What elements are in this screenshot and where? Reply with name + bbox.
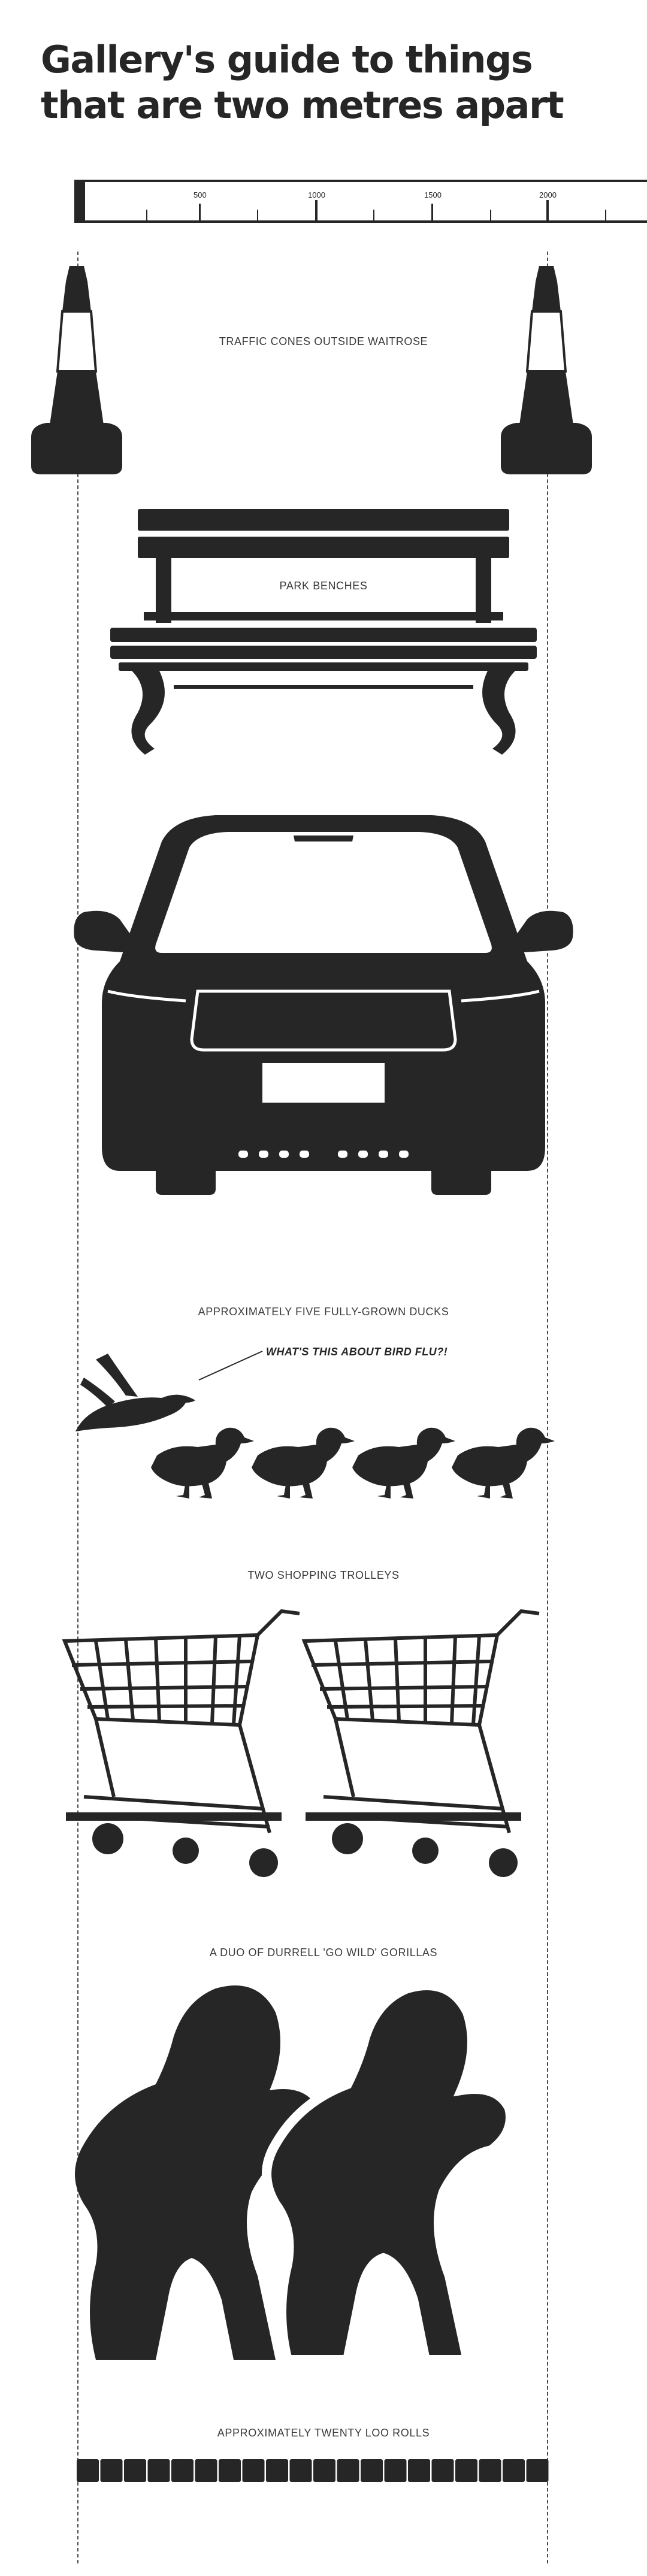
ruler-tick-label-1500: 1500 [424,190,442,199]
loo-roll-icon [148,2459,170,2482]
loo-roll-icon [432,2459,454,2482]
loo-roll-icon [243,2459,265,2482]
title-line-1: Gallery's guide to things [41,38,533,81]
shopping-trolley-icon [300,1599,551,1899]
loo-roll-icon [455,2459,477,2482]
shopping-trolley-icon [60,1599,312,1899]
loo-roll-icon [219,2459,241,2482]
label-gorillas: A DUO OF DURRELL 'GO WILD' GORILLAS [209,1947,438,1959]
loo-roll-icon [503,2459,525,2482]
label-trolleys: TWO SHOPPING TROLLEYS [247,1569,400,1581]
duck-icon [451,1419,558,1503]
title-line-2: that are two metres apart [41,83,564,127]
ruler-ticks [0,0,647,240]
park-bench-icon [108,509,539,761]
loo-roll-icon [527,2459,549,2482]
gorilla-icon [252,1976,563,2372]
loo-roll-icon [313,2459,335,2482]
loo-roll-icon [479,2459,501,2482]
loo-roll-icon [361,2459,383,2482]
loo-roll-icon [77,2459,99,2482]
loo-roll-icon [124,2459,146,2482]
duck-speech-remark: WHAT'S THIS ABOUT BIRD FLU?! [266,1346,448,1358]
loo-roll-row [77,2456,556,2486]
loo-roll-icon [385,2459,407,2482]
loo-roll-icon [195,2459,217,2482]
ruler-tick-label-500: 500 [194,190,207,199]
ruler-tick-label-2000: 2000 [539,190,557,199]
label-loo-rolls: APPROXIMATELY TWENTY LOO ROLLS [217,2427,430,2439]
label-park-benches: PARK BENCHES [279,580,368,592]
duck-icon [351,1419,459,1503]
loo-roll-icon [101,2459,123,2482]
ruler-tick-label-1000: 1000 [308,190,325,199]
traffic-cone-icon [17,258,137,485]
traffic-cone-icon-right [486,258,606,485]
duck-icon [250,1419,358,1503]
loo-roll-icon [290,2459,312,2482]
duck-icon [150,1419,258,1503]
range-rover-icon [72,812,575,1195]
loo-roll-icon [171,2459,194,2482]
loo-roll-icon [408,2459,430,2482]
loo-roll-icon [337,2459,359,2482]
loo-roll-icon [266,2459,288,2482]
label-ducks: APPROXIMATELY FIVE FULLY-GROWN DUCKS [198,1306,449,1318]
label-traffic-cones: TRAFFIC CONES OUTSIDE WAITROSE [219,335,428,347]
